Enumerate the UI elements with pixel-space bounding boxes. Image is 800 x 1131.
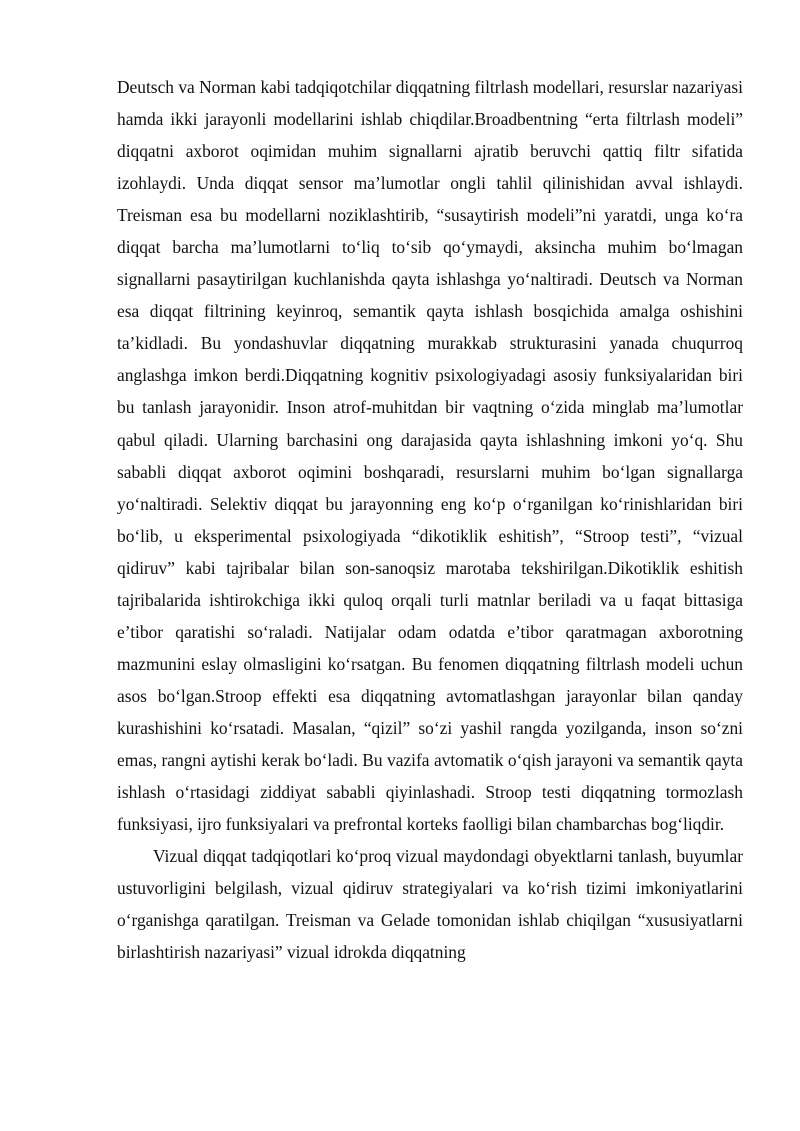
body-paragraph-2: Vizual diqqat tadqiqotlari ko‘proq vizual maydondagi obyektlarni tanlash, buyumlar ustuvorligini belgilash, vizual qidiruv strategiyalari va ko‘rish tizimi imkoniyatlarini o‘rganishga qaratilgan. Treisman va Gelade tomonidan ishlab chiqilgan “xususiyatlarni birlashtirish nazariyasi” vizual idrokda diqqatning (117, 846, 743, 963)
body-paragraph-1: Deutsch va Norman kabi tadqiqotchilar diqqatning filtrlash modellari, resurslar nazariyasi hamda ikki jarayonli modellarini ishlab chiqdilar.Broadbentning “erta filtrlash modeli” diqqatni axborot oqimidan muhim signallarni ajratib beruvchi qattiq filtr sifatida izohlaydi. Unda diqqat sensor ma’lumotlar ongli tahlil qilinishidan avval ishlaydi. Treisman esa bu modellarni noziklashtirib, “susaytirish modeli”ni yaratdi, unga ko‘ra diqqat barcha ma’lumotlarni to‘liq to‘sib qo‘ymaydi, aksincha muhim bo‘lmagan signallarni pasaytirilgan kuchlanishda qayta ishlashga yo‘naltiradi. Deutsch va Norman esa diqqat filtrining keyinroq, semantik qayta ishlash bosqichida amalga oshishini ta’kidladi. Bu yondashuvlar diqqatning murakkab strukturasini yanada chuqurroq anglashga imkon berdi.Diqqatning kognitiv psixologiyadagi asosiy funksiyalaridan biri bu tanlash jarayonidir. Inson atrof-muhitdan bir vaqtning o‘zida minglab ma’lumotlar qabul qiladi. Ularning barchasini ong darajasida qayta ishlashning imkoni yo‘q. Shu sababli diqqat axborot oqimini boshqaradi, resurslarni muhim bo‘lgan signallarga yo‘naltiradi. Selektiv diqqat bu jarayonning eng ko‘p o‘rganilgan ko‘rinishlaridan biri bo‘lib, u eksperimental psixologiyada “dikotiklik eshitish”, “Stroop testi”, “vizual qidiruv” kabi tajribalar bilan son-sanoqsiz marotaba tekshirilgan.Dikotiklik eshitish tajribalarida ishtirokchiga ikki quloq orqali turli matnlar beriladi va u faqat bittasiga e’tibor qaratishi so‘raladi. Natijalar odam odatda e’tibor qaratmagan axborotning mazmunini eslay olmasligini ko‘rsatgan. Bu fenomen diqqatning filtrlash modeli uchun asos bo‘lgan.Stroop effekti esa diqqatning avtomatlashgan jarayonlar bilan qanday kurashishini ko‘rsatadi. Masalan, “qizil” so‘zi yashil rangda yozilganda, inson so‘zni emas, rangni aytishi kerak bo‘ladi. Bu vazifa avtomatik o‘qish jarayoni va semantik qayta ishlash o‘rtasidagi ziddiyat sababli qiyinlashadi. Stroop testi diqqatning tormozlash funksiyasi, ijro funksiyalari va prefrontal korteks faolligi bilan chambarchas bog‘liqdir. (117, 77, 743, 835)
document-body (117, 71, 743, 968)
